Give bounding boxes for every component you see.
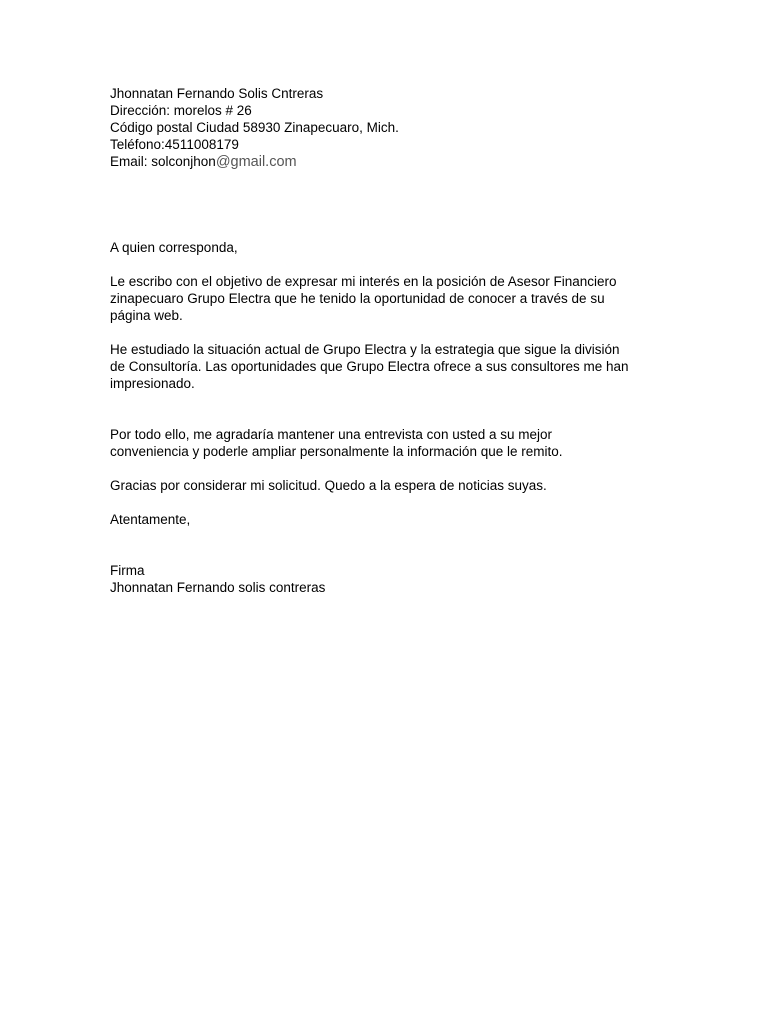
spacer — [110, 528, 670, 562]
spacer — [110, 392, 670, 426]
spacer — [110, 460, 670, 477]
sender-block — [110, 85, 670, 171]
paragraph-interest — [110, 273, 670, 324]
paragraph-line: Le escribo con el objetivo de expresar mi interés en la posición de Asesor Financiero — [110, 274, 617, 289]
closing: Atentamente, — [110, 512, 191, 527]
spacer — [110, 171, 670, 239]
paragraph-interview — [110, 426, 670, 460]
sender-phone: Teléfono:4511008179 — [110, 137, 239, 152]
spacer — [110, 324, 670, 341]
greeting: A quien corresponda, — [110, 240, 238, 255]
sender-email — [110, 153, 670, 171]
sender-name: Jhonnatan Fernando Solis Cntreras — [110, 86, 324, 101]
signature-label: Firma — [110, 563, 145, 578]
paragraph-thanks — [110, 477, 670, 494]
sender-email-label: Email: solconjhon — [110, 154, 216, 169]
sender-email-domain: @gmail.com — [215, 154, 297, 170]
spacer — [110, 494, 670, 511]
spacer — [110, 256, 670, 273]
paragraph-research — [110, 341, 670, 392]
sender-address: Dirección: morelos # 26 — [110, 103, 252, 118]
paragraph-line: Por todo ello, me agradaría mantener una entrevista con usted a su mejor — [110, 427, 552, 442]
paragraph-line: zinapecuaro Grupo Electra que he tenido la oportunidad de conocer a través de su — [110, 291, 605, 306]
letter-body — [110, 85, 670, 596]
paragraph-line: de Consultoría. Las oportunidades que Grupo Electra ofrece a sus consultores me han — [110, 359, 629, 374]
paragraph-line: conveniencia y poderle ampliar personalmente la información que le remito. — [110, 444, 563, 459]
paragraph-line: Gracias por considerar mi solicitud. Quedo a la espera de noticias suyas. — [110, 478, 547, 493]
paragraph-line: impresionado. — [110, 376, 195, 391]
sender-postal-code: Código postal Ciudad 58930 Zinapecuaro, Mich. — [110, 120, 399, 135]
signature-name: Jhonnatan Fernando solis contreras — [110, 580, 326, 595]
signature-block — [110, 562, 670, 596]
paragraph-line: He estudiado la situación actual de Grupo Electra y la estrategia que sigue la división — [110, 342, 620, 357]
paragraph-line: página web. — [110, 308, 183, 323]
